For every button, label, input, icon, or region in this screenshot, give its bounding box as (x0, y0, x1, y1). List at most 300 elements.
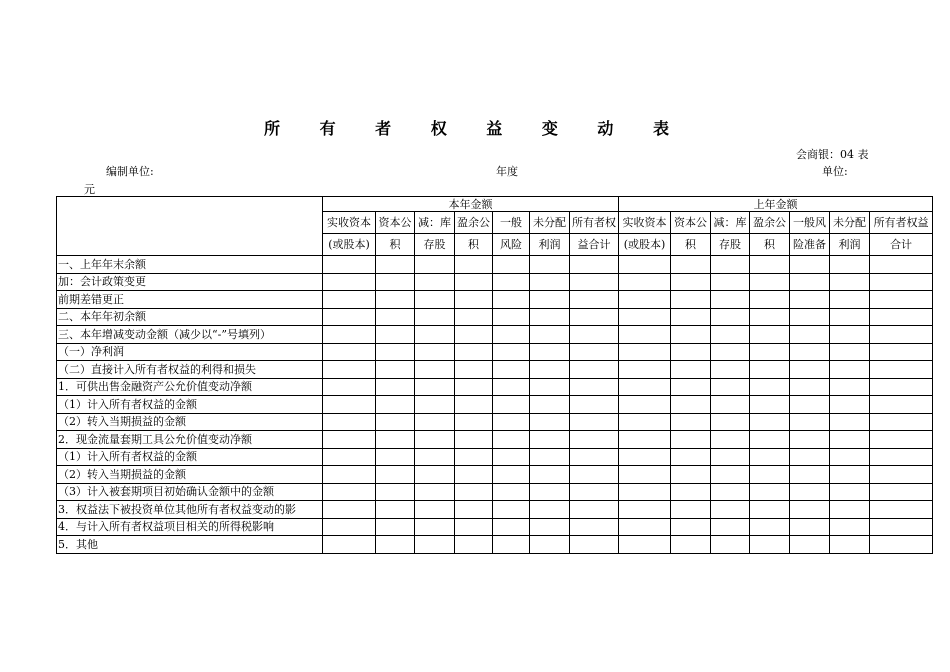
value-cell[interactable] (530, 501, 570, 519)
value-cell[interactable] (870, 326, 933, 344)
value-cell[interactable] (323, 483, 376, 501)
value-cell[interactable] (830, 448, 870, 466)
value-cell[interactable] (750, 361, 790, 379)
value-cell[interactable] (415, 291, 455, 309)
value-cell[interactable] (619, 361, 671, 379)
value-cell[interactable] (530, 326, 570, 344)
value-cell[interactable] (790, 308, 830, 326)
value-cell[interactable] (870, 466, 933, 484)
value-cell[interactable] (415, 501, 455, 519)
value-cell[interactable] (750, 326, 790, 344)
table-row (57, 361, 933, 379)
value-cell[interactable] (790, 361, 830, 379)
value-cell[interactable] (619, 308, 671, 326)
value-cell[interactable] (870, 448, 933, 466)
value-cell[interactable] (493, 396, 530, 414)
value-cell[interactable] (711, 396, 750, 414)
value-cell[interactable] (323, 466, 376, 484)
row-label: 3．权益法下被投资单位其他所有者权益变动的影 (57, 501, 323, 519)
value-cell[interactable] (671, 308, 711, 326)
value-cell[interactable] (711, 273, 750, 291)
value-cell[interactable] (323, 518, 376, 536)
value-cell[interactable] (570, 326, 619, 344)
value-cell[interactable] (530, 308, 570, 326)
value-cell[interactable] (711, 343, 750, 361)
value-cell[interactable] (570, 378, 619, 396)
column-header-line2: (或股本) (619, 234, 671, 256)
value-cell[interactable] (455, 501, 493, 519)
value-cell[interactable] (530, 343, 570, 361)
table-row (57, 308, 933, 326)
value-cell[interactable] (711, 501, 750, 519)
value-cell[interactable] (376, 291, 415, 309)
value-cell[interactable] (870, 291, 933, 309)
value-cell[interactable] (493, 518, 530, 536)
value-cell[interactable] (570, 466, 619, 484)
value-cell[interactable] (376, 536, 415, 554)
value-cell[interactable] (870, 483, 933, 501)
value-cell[interactable] (619, 291, 671, 309)
value-cell[interactable] (323, 256, 376, 274)
value-cell[interactable] (870, 256, 933, 274)
column-header-line2: 存股 (415, 234, 455, 256)
column-header-line2: 积 (750, 234, 790, 256)
value-cell[interactable] (711, 483, 750, 501)
value-cell[interactable] (790, 326, 830, 344)
value-cell[interactable] (530, 518, 570, 536)
value-cell[interactable] (750, 413, 790, 431)
value-cell[interactable] (671, 291, 711, 309)
value-cell[interactable] (750, 466, 790, 484)
value-cell[interactable] (415, 378, 455, 396)
value-cell[interactable] (790, 483, 830, 501)
value-cell[interactable] (750, 291, 790, 309)
value-cell[interactable] (619, 431, 671, 449)
value-cell[interactable] (671, 501, 711, 519)
value-cell[interactable] (376, 518, 415, 536)
value-cell[interactable] (376, 256, 415, 274)
value-cell[interactable] (570, 536, 619, 554)
value-cell[interactable] (323, 431, 376, 449)
value-cell[interactable] (455, 413, 493, 431)
value-cell[interactable] (493, 501, 530, 519)
value-cell[interactable] (750, 501, 790, 519)
value-cell[interactable] (415, 413, 455, 431)
value-cell[interactable] (671, 326, 711, 344)
value-cell[interactable] (711, 256, 750, 274)
row-label: （一）净利润 (57, 343, 323, 361)
row-label: （3）计入被套期项目初始确认金额中的金额 (57, 483, 323, 501)
value-cell[interactable] (711, 431, 750, 449)
value-cell[interactable] (750, 431, 790, 449)
unit-label: 单位: (822, 165, 848, 178)
value-cell[interactable] (830, 431, 870, 449)
value-cell[interactable] (323, 326, 376, 344)
value-cell[interactable] (415, 396, 455, 414)
row-label: （2）转入当期损益的金额 (57, 413, 323, 431)
row-label: （1）计入所有者权益的金额 (57, 396, 323, 414)
value-cell[interactable] (790, 256, 830, 274)
value-cell[interactable] (619, 536, 671, 554)
value-cell[interactable] (750, 536, 790, 554)
value-cell[interactable] (493, 308, 530, 326)
row-label: （二）直接计入所有者权益的利得和损失 (57, 361, 323, 379)
column-header-line1: 实收资本 (323, 212, 376, 234)
value-cell[interactable] (830, 518, 870, 536)
value-cell[interactable] (671, 448, 711, 466)
row-label: 一、上年年末余额 (57, 256, 323, 274)
value-cell[interactable] (570, 291, 619, 309)
value-cell[interactable] (530, 466, 570, 484)
value-cell[interactable] (790, 518, 830, 536)
value-cell[interactable] (570, 448, 619, 466)
value-cell[interactable] (790, 291, 830, 309)
value-cell[interactable] (493, 326, 530, 344)
value-cell[interactable] (790, 343, 830, 361)
value-cell[interactable] (376, 273, 415, 291)
table-row (57, 431, 933, 449)
value-cell[interactable] (750, 273, 790, 291)
value-cell[interactable] (790, 466, 830, 484)
value-cell[interactable] (455, 273, 493, 291)
value-cell[interactable] (376, 431, 415, 449)
value-cell[interactable] (790, 536, 830, 554)
value-cell[interactable] (750, 378, 790, 396)
column-header-line2: 利润 (830, 234, 870, 256)
value-cell[interactable] (415, 483, 455, 501)
column-header-line1: 资本公 (376, 212, 415, 234)
column-header-line2: 利润 (530, 234, 570, 256)
value-cell[interactable] (415, 273, 455, 291)
value-cell[interactable] (711, 308, 750, 326)
value-cell[interactable] (530, 273, 570, 291)
value-cell[interactable] (671, 466, 711, 484)
value-cell[interactable] (415, 466, 455, 484)
value-cell[interactable] (415, 536, 455, 554)
value-cell[interactable] (619, 466, 671, 484)
value-cell[interactable] (671, 536, 711, 554)
value-cell[interactable] (455, 518, 493, 536)
value-cell[interactable] (830, 466, 870, 484)
table-row (57, 273, 933, 291)
column-header-line2: 积 (671, 234, 711, 256)
value-cell[interactable] (870, 343, 933, 361)
value-cell[interactable] (455, 466, 493, 484)
value-cell[interactable] (711, 326, 750, 344)
value-cell[interactable] (790, 413, 830, 431)
value-cell[interactable] (790, 273, 830, 291)
value-cell[interactable] (790, 378, 830, 396)
column-header-line2: 险准备 (790, 234, 830, 256)
value-cell[interactable] (671, 273, 711, 291)
value-cell[interactable] (870, 413, 933, 431)
value-cell[interactable] (870, 308, 933, 326)
value-cell[interactable] (455, 291, 493, 309)
column-header-line1: 减：库 (711, 212, 750, 234)
value-cell[interactable] (323, 378, 376, 396)
value-cell[interactable] (493, 256, 530, 274)
value-cell[interactable] (415, 361, 455, 379)
value-cell[interactable] (323, 291, 376, 309)
value-cell[interactable] (790, 448, 830, 466)
value-cell[interactable] (455, 448, 493, 466)
value-cell[interactable] (455, 308, 493, 326)
value-cell[interactable] (830, 343, 870, 361)
value-cell[interactable] (323, 396, 376, 414)
value-cell[interactable] (493, 343, 530, 361)
table-row (57, 378, 933, 396)
column-header-line1: 所有者权益 (870, 212, 933, 234)
value-cell[interactable] (376, 501, 415, 519)
row-label: （1）计入所有者权益的金额 (57, 448, 323, 466)
value-cell[interactable] (323, 448, 376, 466)
value-cell[interactable] (830, 483, 870, 501)
value-cell[interactable] (671, 483, 711, 501)
value-cell[interactable] (870, 273, 933, 291)
row-label: 三、本年增减变动金额（减少以“-”号填列） (57, 326, 323, 344)
value-cell[interactable] (830, 536, 870, 554)
value-cell[interactable] (530, 431, 570, 449)
value-cell[interactable] (376, 308, 415, 326)
value-cell[interactable] (830, 501, 870, 519)
row-label: 2．现金流量套期工具公允价值变动净额 (57, 431, 323, 449)
value-cell[interactable] (619, 326, 671, 344)
value-cell[interactable] (493, 378, 530, 396)
value-cell[interactable] (570, 396, 619, 414)
value-cell[interactable] (530, 536, 570, 554)
value-cell[interactable] (711, 361, 750, 379)
value-cell[interactable] (570, 483, 619, 501)
value-cell[interactable] (455, 378, 493, 396)
row-label: 加：会计政策变更 (57, 273, 323, 291)
row-label: 二、本年年初余额 (57, 308, 323, 326)
value-cell[interactable] (619, 518, 671, 536)
value-cell[interactable] (750, 256, 790, 274)
value-cell[interactable] (415, 448, 455, 466)
value-cell[interactable] (376, 483, 415, 501)
value-cell[interactable] (671, 396, 711, 414)
value-cell[interactable] (415, 518, 455, 536)
value-cell[interactable] (530, 448, 570, 466)
value-cell[interactable] (830, 273, 870, 291)
value-cell[interactable] (870, 518, 933, 536)
value-cell[interactable] (455, 343, 493, 361)
value-cell[interactable] (711, 466, 750, 484)
value-cell[interactable] (376, 448, 415, 466)
value-cell[interactable] (493, 361, 530, 379)
value-cell[interactable] (323, 273, 376, 291)
page-title: 所 有 者 权 益 变 动 表 (264, 119, 686, 138)
table-row (57, 501, 933, 519)
value-cell[interactable] (530, 396, 570, 414)
value-cell[interactable] (493, 448, 530, 466)
value-cell[interactable] (376, 326, 415, 344)
row-label: 前期差错更正 (57, 291, 323, 309)
value-cell[interactable] (493, 536, 530, 554)
value-cell[interactable] (711, 378, 750, 396)
value-cell[interactable] (711, 413, 750, 431)
column-header-line1: 盈余公 (750, 212, 790, 234)
value-cell[interactable] (790, 431, 830, 449)
value-cell[interactable] (671, 413, 711, 431)
equity-change-table (56, 196, 933, 554)
value-cell[interactable] (870, 501, 933, 519)
value-cell[interactable] (619, 256, 671, 274)
value-cell[interactable] (619, 501, 671, 519)
value-cell[interactable] (830, 396, 870, 414)
item-header-cell (57, 197, 323, 256)
value-cell[interactable] (376, 361, 415, 379)
column-header-line2: 积 (376, 234, 415, 256)
value-cell[interactable] (619, 483, 671, 501)
value-cell[interactable] (750, 483, 790, 501)
value-cell[interactable] (790, 501, 830, 519)
value-cell[interactable] (323, 308, 376, 326)
table-row (57, 256, 933, 274)
value-cell[interactable] (570, 518, 619, 536)
row-label: （2）转入当期损益的金额 (57, 466, 323, 484)
value-cell[interactable] (619, 378, 671, 396)
value-cell[interactable] (671, 518, 711, 536)
value-cell[interactable] (570, 413, 619, 431)
value-cell[interactable] (830, 308, 870, 326)
table-row (57, 466, 933, 484)
value-cell[interactable] (570, 273, 619, 291)
value-cell[interactable] (619, 273, 671, 291)
group-current-year: 本年金额 (323, 197, 619, 212)
value-cell[interactable] (870, 536, 933, 554)
value-cell[interactable] (493, 431, 530, 449)
value-cell[interactable] (376, 413, 415, 431)
value-cell[interactable] (455, 431, 493, 449)
value-cell[interactable] (376, 343, 415, 361)
form-code: 会商银：04 表 (796, 148, 869, 161)
value-cell[interactable] (376, 378, 415, 396)
group-header-row (57, 197, 933, 212)
table-row (57, 413, 933, 431)
value-cell[interactable] (619, 413, 671, 431)
value-cell[interactable] (530, 378, 570, 396)
value-cell[interactable] (619, 343, 671, 361)
value-cell[interactable] (750, 448, 790, 466)
value-cell[interactable] (570, 501, 619, 519)
column-header-line1: 一般 (493, 212, 530, 234)
value-cell[interactable] (750, 343, 790, 361)
column-header-line1: 未分配 (830, 212, 870, 234)
value-cell[interactable] (493, 483, 530, 501)
column-header-line2: 积 (455, 234, 493, 256)
value-cell[interactable] (376, 396, 415, 414)
value-cell[interactable] (455, 361, 493, 379)
value-cell[interactable] (415, 308, 455, 326)
value-cell[interactable] (570, 256, 619, 274)
value-cell[interactable] (493, 466, 530, 484)
value-cell[interactable] (493, 291, 530, 309)
value-cell[interactable] (323, 361, 376, 379)
year-label: 年度 (496, 165, 518, 178)
value-cell[interactable] (530, 483, 570, 501)
value-cell[interactable] (455, 256, 493, 274)
value-cell[interactable] (323, 501, 376, 519)
value-cell[interactable] (750, 308, 790, 326)
value-cell[interactable] (711, 448, 750, 466)
value-cell[interactable] (711, 518, 750, 536)
group-previous-year: 上年金额 (619, 197, 933, 212)
column-header-line1: 减：库 (415, 212, 455, 234)
value-cell[interactable] (750, 518, 790, 536)
value-cell[interactable] (711, 536, 750, 554)
table-row (57, 536, 933, 554)
value-cell[interactable] (790, 396, 830, 414)
table-row (57, 518, 933, 536)
value-cell[interactable] (530, 256, 570, 274)
column-header-line1: 所有者权 (570, 212, 619, 234)
value-cell[interactable] (870, 396, 933, 414)
value-cell[interactable] (830, 361, 870, 379)
row-label: 1．可供出售金融资产公允价值变动净额 (57, 378, 323, 396)
compiler-label: 编制单位: (106, 165, 154, 178)
value-cell[interactable] (455, 536, 493, 554)
value-cell[interactable] (830, 326, 870, 344)
value-cell[interactable] (415, 431, 455, 449)
value-cell[interactable] (570, 361, 619, 379)
value-cell[interactable] (570, 343, 619, 361)
value-cell[interactable] (619, 448, 671, 466)
value-cell[interactable] (530, 413, 570, 431)
column-header-line2: 益合计 (570, 234, 619, 256)
value-cell[interactable] (671, 378, 711, 396)
value-cell[interactable] (455, 396, 493, 414)
value-cell[interactable] (619, 396, 671, 414)
value-cell[interactable] (570, 308, 619, 326)
value-cell[interactable] (671, 256, 711, 274)
value-cell[interactable] (323, 343, 376, 361)
value-cell[interactable] (671, 431, 711, 449)
value-cell[interactable] (493, 413, 530, 431)
value-cell[interactable] (323, 536, 376, 554)
value-cell[interactable] (830, 378, 870, 396)
value-cell[interactable] (455, 483, 493, 501)
value-cell[interactable] (415, 326, 455, 344)
value-cell[interactable] (376, 466, 415, 484)
value-cell[interactable] (530, 361, 570, 379)
value-cell[interactable] (570, 431, 619, 449)
column-header-line1: 一般风 (790, 212, 830, 234)
column-header-line1: 盈余公 (455, 212, 493, 234)
value-cell[interactable] (750, 396, 790, 414)
value-cell[interactable] (455, 326, 493, 344)
value-cell[interactable] (870, 378, 933, 396)
value-cell[interactable] (830, 413, 870, 431)
currency-label: 元 (84, 183, 95, 196)
value-cell[interactable] (870, 361, 933, 379)
value-cell[interactable] (870, 431, 933, 449)
value-cell[interactable] (530, 291, 570, 309)
column-header-line2: 合计 (870, 234, 933, 256)
value-cell[interactable] (323, 413, 376, 431)
value-cell[interactable] (493, 273, 530, 291)
value-cell[interactable] (415, 343, 455, 361)
column-header-line1: 资本公 (671, 212, 711, 234)
value-cell[interactable] (830, 291, 870, 309)
value-cell[interactable] (415, 256, 455, 274)
column-header-line2: 存股 (711, 234, 750, 256)
value-cell[interactable] (830, 256, 870, 274)
value-cell[interactable] (671, 361, 711, 379)
column-header-line2: 风险 (493, 234, 530, 256)
value-cell[interactable] (711, 291, 750, 309)
value-cell[interactable] (671, 343, 711, 361)
